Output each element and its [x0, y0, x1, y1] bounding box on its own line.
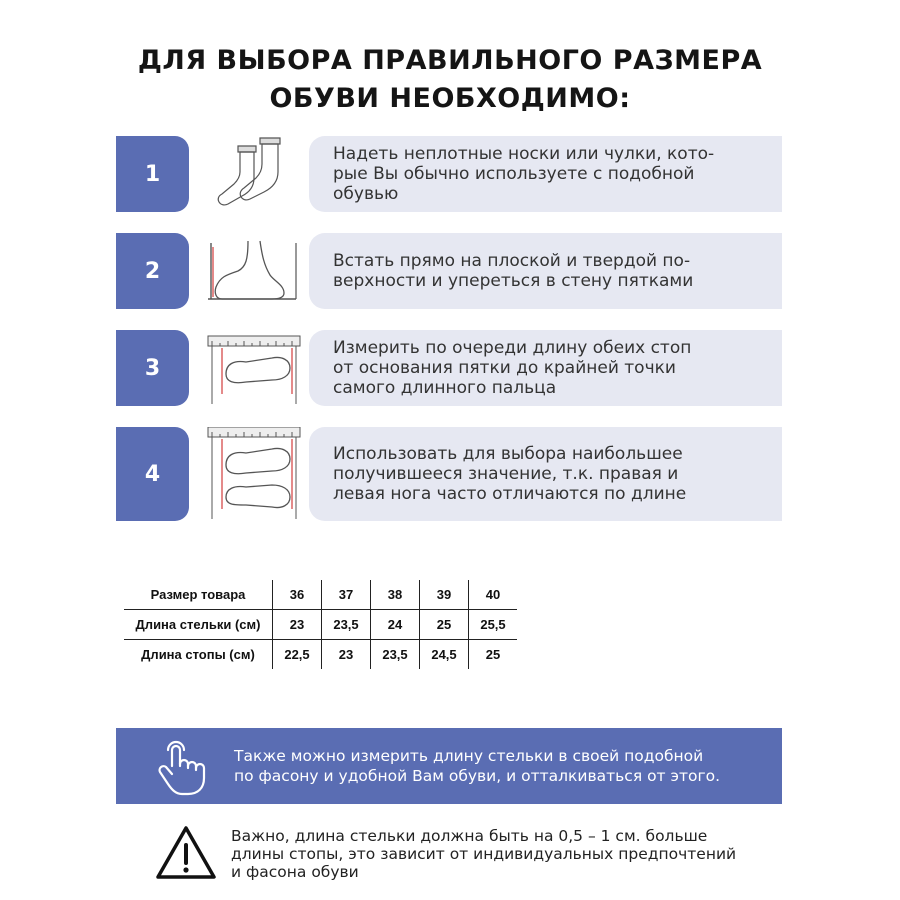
step-2 — [116, 233, 782, 309]
step-number: 3 — [116, 330, 189, 406]
table-cell: 39 — [420, 580, 469, 610]
table-cell: 25 — [420, 610, 469, 640]
page-title — [0, 42, 900, 118]
step-text: Использовать для выбора наибольшее получившееся значение, т.к. правая и левая нога часто отличаются по длине — [309, 427, 782, 521]
table-row — [124, 610, 517, 640]
table-cell: 23,5 — [322, 610, 371, 640]
warning-note — [155, 825, 795, 895]
two-feet-measure-icon — [204, 427, 304, 521]
table-cell: 24,5 — [420, 640, 469, 670]
table-cell: 23 — [322, 640, 371, 670]
table-cell: 24 — [371, 610, 420, 640]
table-cell: 23 — [273, 610, 322, 640]
table-cell: 23,5 — [371, 640, 420, 670]
title-part: РАЗМЕРА — [602, 45, 763, 76]
warning-triangle-icon — [155, 825, 217, 881]
pointing-hand-icon — [154, 736, 210, 796]
row-label: Длина стельки (см) — [124, 610, 273, 640]
title-part: ДЛЯ ВЫБОРА — [137, 45, 363, 76]
table-cell: 40 — [469, 580, 518, 610]
table-cell: 22,5 — [273, 640, 322, 670]
table-cell: 38 — [371, 580, 420, 610]
step-text: Надеть неплотные носки или чулки, кото- рые Вы обычно используете с подобной обувью — [309, 136, 782, 212]
step-number: 2 — [116, 233, 189, 309]
step-3 — [116, 330, 782, 406]
table-cell: 25,5 — [469, 610, 518, 640]
table-cell: 36 — [273, 580, 322, 610]
title-line-2: ОБУВИ НЕОБХОДИМО: — [269, 83, 631, 114]
table-cell: 25 — [469, 640, 518, 670]
title-emphasis: ПРАВИЛЬНОГО — [362, 45, 603, 76]
step-number: 1 — [116, 136, 189, 212]
foot-measure-icon — [204, 330, 304, 406]
step-text: Встать прямо на плоской и твердой по- верхности и упереться в стену пятками — [309, 233, 782, 309]
info-banner — [116, 728, 782, 804]
size-table — [124, 580, 517, 669]
step-4 — [116, 427, 782, 521]
row-label: Размер товара — [124, 580, 273, 610]
table-cell: 37 — [322, 580, 371, 610]
foot-against-wall-icon — [204, 233, 304, 309]
info-text: Также можно измерить длину стельки в своей подобной по фасону и удобной Вам обуви, и отталкиваться от этого. — [234, 747, 721, 785]
step-1 — [116, 136, 782, 212]
row-label: Длина стопы (см) — [141, 647, 255, 662]
step-number: 4 — [116, 427, 189, 521]
table-row — [124, 580, 517, 610]
step-text: Измерить по очереди длину обеих стоп от основания пятки до крайней точки самого длинного пальца — [309, 330, 782, 406]
table-row — [124, 640, 517, 670]
warning-text: Важно, длина стельки должна быть на 0,5 – 1 см. больше длины стопы, это зависит от индивидуальных предпочтений и фасона обуви — [231, 827, 737, 881]
socks-icon — [204, 136, 304, 212]
